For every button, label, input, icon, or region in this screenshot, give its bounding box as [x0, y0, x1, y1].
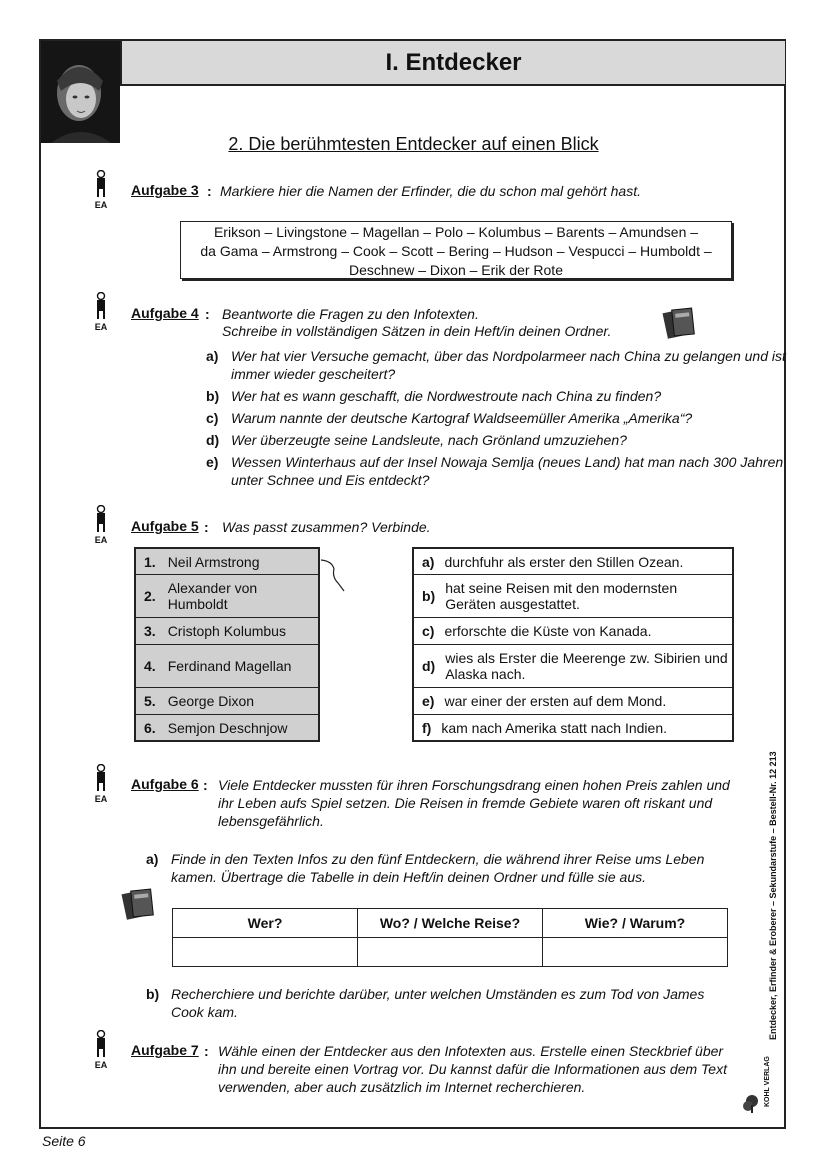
page-title: I. Entdecker — [120, 41, 785, 86]
ea-label: EA — [94, 200, 108, 210]
table-cell[interactable] — [173, 938, 358, 967]
task5-label: Aufgabe 5 — [131, 518, 199, 534]
individual-work-icon — [91, 764, 111, 804]
list-item: d) Wer überzeugte seine Landsleute, nach Grönland umzuziehen? — [206, 432, 627, 448]
explorer-names-box — [180, 221, 732, 279]
individual-work-icon — [91, 1030, 111, 1070]
achievements-column — [412, 547, 734, 742]
table-row[interactable]: 3. Cristoph Kolumbus — [136, 618, 318, 645]
publisher-logo-icon — [742, 1093, 762, 1115]
list-item: c) Warum nannte der deutsche Kartograf Waldseemüller Amerika „Amerika“? — [206, 410, 693, 426]
table-row[interactable]: 1. Neil Armstrong — [136, 549, 318, 575]
task4-label: Aufgabe 4 — [131, 305, 199, 321]
explorers-column — [134, 547, 320, 742]
notebook-icon — [120, 888, 154, 925]
task7-instruction: Wähle einen der Entdecker aus den Infotexten aus. Erstelle einen Steckbrief über ihn und bereite einen Vortrag vor. Du kannst dafür die Informationen aus dem Text verwenden, aber auch zusätzlich im Internet recherchieren. — [218, 1043, 727, 1095]
list-item: b) Wer hat es wann geschafft, die Nordwestroute nach China zu finden? — [206, 388, 662, 404]
table-header: Wer? — [173, 909, 358, 938]
page-number: Seite 6 — [42, 1133, 86, 1149]
publisher-name: KOHL VERLAG — [764, 1056, 771, 1107]
table-row[interactable]: 4. Ferdinand Magellan — [136, 645, 318, 688]
table-row[interactable]: b) hat seine Reisen mit den modernsten Geräten ausgestattet. — [414, 575, 732, 618]
table-row[interactable]: d) wies als Erster die Meerenge zw. Sibirien und Alaska nach. — [414, 645, 732, 688]
task6b-instruction: Recherchiere und berichte darüber, unter welchen Umständen es zum Tod von James Cook kam. — [171, 986, 705, 1020]
ea-label: EA — [94, 535, 108, 545]
task6-instruction: Viele Entdecker mussten für ihren Forschungsdrang einen hohen Preis zahlen und ihr Leben aufs Spiel setzen. Die Reisen in fremde Gebiete waren oft riskant und lebensgefährlich. — [218, 777, 730, 829]
task3-label: Aufgabe 3 — [131, 182, 199, 198]
notebook-icon — [661, 307, 695, 344]
task3-instruction: Markiere hier die Namen der Erfinder, die du schon mal gehört hast. — [220, 183, 641, 199]
individual-work-icon — [91, 505, 111, 545]
task7-label: Aufgabe 7 — [131, 1042, 199, 1058]
task4-instruction-1: Beantworte die Fragen zu den Infotexten. — [222, 306, 479, 322]
sidebar-publication-info: Entdecker, Erfinder & Eroberer – Sekundarstufe – Bestell-Nr. 12 213 — [768, 751, 778, 1040]
ea-label: EA — [94, 794, 108, 804]
connector-line — [320, 555, 350, 595]
task6-label: Aufgabe 6 — [131, 776, 199, 792]
explorer-portrait — [41, 41, 120, 143]
names-line: Erikson – Livingstone – Magellan – Polo – Kolumbus – Barents – Amundsen – — [213, 224, 699, 240]
table-header: Wie? / Warum? — [543, 909, 728, 938]
task6a-letter: a) — [146, 851, 159, 867]
table-row[interactable]: 6. Semjon Deschnjow — [144, 719, 288, 736]
task4-instruction-2: Schreibe in vollständigen Sätzen in dein Heft/in deinen Ordner. — [222, 323, 612, 339]
task6a-instruction: Finde in den Texten Infos zu den fünf Entdeckern, die während ihrer Reise ums Leben kamen. Übertrage die Tabelle in dein Heft/in deinen Ordner und fülle sie aus. — [171, 851, 705, 885]
table-row[interactable]: a) durchfuhr als erster den Stillen Ozean. — [414, 549, 732, 575]
table-row[interactable]: e) war einer der ersten auf dem Mond. — [414, 688, 732, 715]
section-subtitle: 2. Die berühmtesten Entdecker auf einen Blick — [228, 134, 599, 154]
task5-instruction: Was passt zusammen? Verbinde. — [222, 519, 431, 535]
table-cell[interactable] — [358, 938, 543, 967]
list-item: e) Wessen Winterhaus auf der Insel Nowaja Semlja (neues Land) hat man nach 300 Jahren unter Schnee und Eis entdeckt? — [206, 454, 784, 488]
individual-work-icon — [91, 292, 111, 332]
table-row[interactable]: 5. George Dixon — [136, 688, 318, 715]
table-row[interactable]: f) kam nach Amerika statt nach Indien. — [422, 719, 668, 736]
individual-work-icon — [91, 170, 111, 210]
table-row[interactable]: 2. Alexander von Humboldt — [136, 575, 318, 618]
list-item: a) Wer hat vier Versuche gemacht, über das Nordpolarmeer nach China zu gelangen und ist immer wieder gescheitert? — [206, 348, 786, 382]
ea-label: EA — [94, 322, 108, 332]
table-cell[interactable] — [543, 938, 728, 967]
task6b-letter: b) — [146, 986, 160, 1002]
task4-question-list — [206, 347, 786, 493]
table-row[interactable]: c) erforschte die Küste von Kanada. — [414, 618, 732, 645]
death-info-table — [172, 908, 728, 967]
names-line: Deschnew – Dixon – Erik der Rote — [349, 262, 563, 278]
ea-label: EA — [94, 1060, 108, 1070]
names-line: da Gama – Armstrong – Cook – Scott – Bering – Hudson – Vespucci – Humboldt – — [200, 243, 712, 259]
table-header: Wo? / Welche Reise? — [358, 909, 543, 938]
